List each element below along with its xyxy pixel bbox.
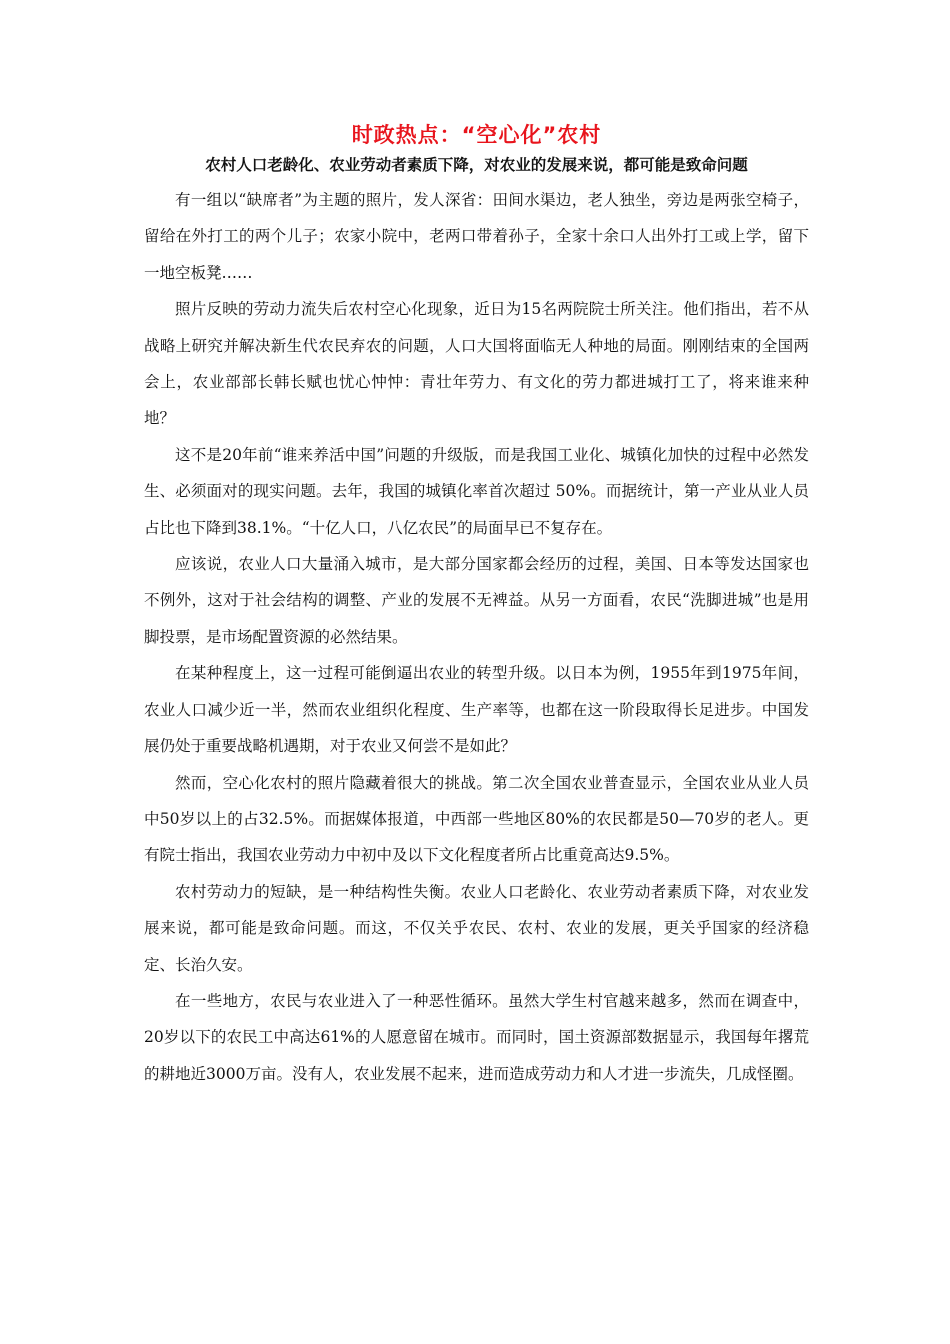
paragraph-1: 有一组以“缺席者”为主题的照片，发人深省：田间水渠边，老人独坐，旁边是两张空椅子，留给在外打工的两个儿子；农家小院中，老两口带着孙子，全家十余口人出外打工或上学，留下一地空板凳……	[144, 191, 809, 282]
paragraph-6: 然而，空心化农村的照片隐藏着很大的挑战。第二次全国农业普查显示，全国农业从业人员中50岁以上的占32.5%。而据媒体报道，中西部一些地区80%的农民都是50—70岁的老人。更有院士指出，我国农业劳动力中初中及以下文化程度者所占比重竟高达9.5%。	[144, 773, 809, 865]
paragraph-8: 在一些地方，农民与农业进入了一种恶性循环。虽然大学生村官越来越多，然而在调查中，20岁以下的农民工中高达61%的人愿意留在城市。而同时，国土资源部数据显示，我国每年撂荒的耕地近3000万亩。没有人，农业发展不起来，进而造成劳动力和人才进一步流失，几成怪圈。	[144, 991, 809, 1083]
paragraph-5: 在某种程度上，这一过程可能倒逼出农业的转型升级。以日本为例，1955年到1975年间，农业人口减少近一半，然而农业组织化程度、生产率等，也都在这一阶段取得长足进步。中国发展仍处于重要战略机遇期，对于农业又何尝不是如此？	[144, 664, 809, 756]
document-title: 时政热点：“空心化”农村	[351, 123, 602, 147]
paragraph-3: 这不是20年前“谁来养活中国”问题的升级版，而是我国工业化、城镇化加快的过程中必然发生、必须面对的现实问题。去年，我国的城镇化率首次超过 50%。而据统计，第一产业从业人员占比也下降到38.1%。“十亿人口，八亿农民”的局面早已不复存在。	[144, 445, 809, 537]
document-page	[144, 118, 809, 1092]
paragraph-7: 农村劳动力的短缺，是一种结构性失衡。农业人口老龄化、农业劳动者素质下降，对农业发展来说，都可能是致命问题。而这，不仅关乎农民、农村、农业的发展，更关乎国家的经济稳定、长治久安。	[144, 882, 809, 974]
paragraph-4: 应该说，农业人口大量涌入城市，是大部分国家都会经历的过程，美国、日本等发达国家也不例外，这对于社会结构的调整、产业的发展不无裨益。从另一方面看，农民“洗脚进城”也是用脚投票，是市场配置资源的必然结果。	[144, 555, 809, 646]
paragraph-2: 照片反映的劳动力流失后农村空心化现象，近日为15名两院院士所关注。他们指出，若不从战略上研究并解决新生代农民弃农的问题，人口大国将面临无人种地的局面。刚刚结束的全国两会上，农业部部长韩长赋也忧心忡忡：青壮年劳力、有文化的劳力都进城打工了，将来谁来种地？	[144, 300, 809, 428]
document-subtitle: 农村人口老龄化、农业劳动者素质下降，对农业的发展来说，都可能是致命问题	[205, 156, 748, 174]
